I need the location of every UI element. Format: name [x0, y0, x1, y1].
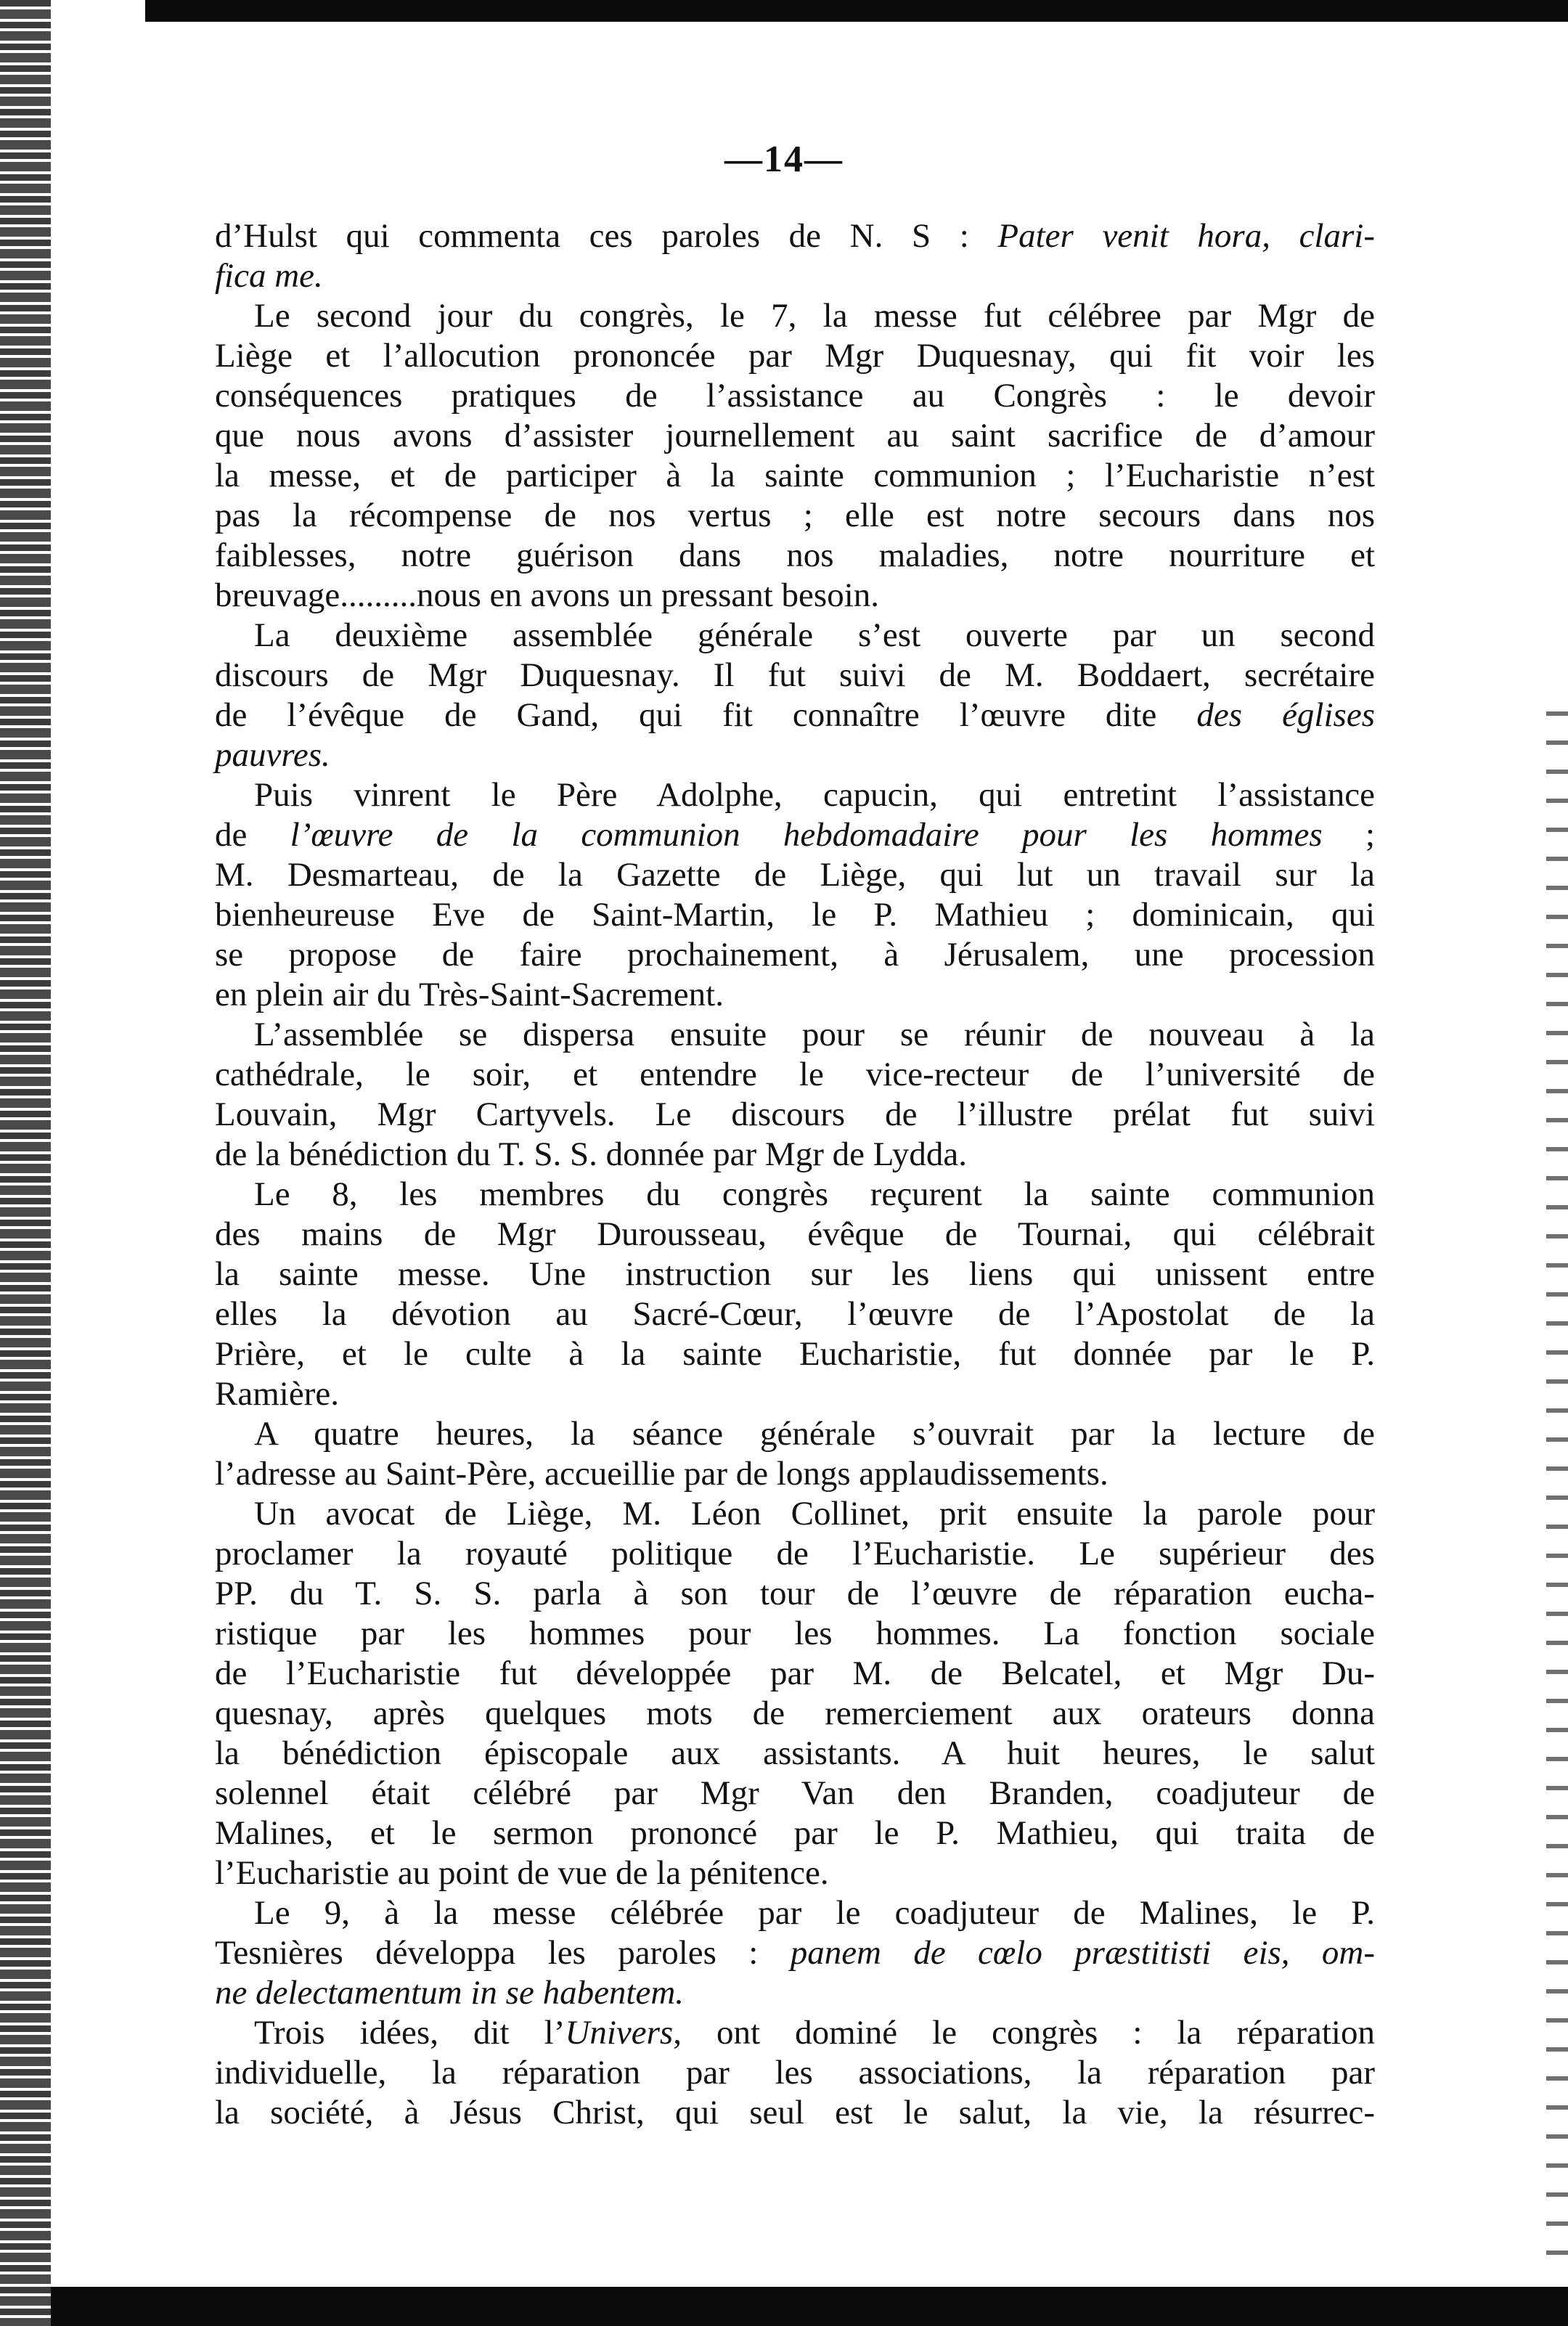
text-line [215, 1454, 1375, 1494]
text-line [215, 1694, 1375, 1734]
body-text [215, 216, 1375, 2133]
line-text: M. Desmarteau, de la Gazette de Liège, qui lut un travail sur la [215, 856, 1375, 894]
text-line [215, 735, 1375, 775]
line-text: faiblesses, notre guérison dans nos maladies, notre nourriture et [215, 536, 1375, 574]
text-line [215, 656, 1375, 695]
text-line [215, 975, 1375, 1015]
text-line [215, 416, 1375, 456]
line-italic-text: panem de cœlo præstitisti eis, om- [790, 1934, 1375, 1972]
line-text: Tesnières développa les paroles : [215, 1934, 791, 1972]
line-text: conséquences pratiques de l’assistance au Congrès : le devoir [215, 377, 1375, 415]
line-italic-text: l’œuvre de la communion hebdomadaire pour les hommes [290, 816, 1323, 854]
line-text: de la bénédiction du T. S. S. donnée par Mgr de Lydda. [215, 1135, 967, 1173]
line-italic-text: pauvres. [215, 736, 330, 774]
text-line [215, 456, 1375, 496]
text-line [215, 1973, 1375, 2013]
text-line [215, 376, 1375, 416]
text-line [215, 1774, 1375, 1813]
text-line [215, 855, 1375, 895]
text-line [215, 1095, 1375, 1135]
text-line [215, 1055, 1375, 1095]
text-line [215, 1614, 1375, 1654]
line-text: d’Hulst qui commenta ces paroles de N. S : [215, 217, 998, 255]
line-text: ristique par les hommes pour les hommes. La fonction sociale [215, 1615, 1375, 1652]
text-line [215, 1294, 1375, 1334]
text-line [215, 1175, 1375, 1215]
text-line [215, 1534, 1375, 1574]
text-line [215, 1933, 1375, 1973]
line-italic-text: fica me. [215, 257, 323, 295]
text-line [215, 815, 1375, 855]
line-text: proclamer la royauté politique de l’Eucharistie. Le supérieur des [215, 1535, 1375, 1572]
line-text: Le 8, les membres du congrès reçurent la sainte communion [254, 1175, 1375, 1213]
line-text: l’adresse au Saint-Père, accueillie par de longs applaudissements. [215, 1455, 1108, 1493]
line-text: Louvain, Mgr Cartyvels. Le discours de l’illustre prélat fut suivi [215, 1095, 1375, 1133]
line-text: Trois idées, dit l’ [254, 2014, 565, 2052]
page-number: —14— [724, 139, 844, 180]
text-line [215, 1813, 1375, 1853]
line-italic-text: des églises [1196, 696, 1375, 734]
line-italic-text: Pater venit hora, clari- [997, 217, 1375, 255]
line-text: elles la dévotion au Sacré-Cœur, l’œuvre de l’Apostolat de la [215, 1295, 1375, 1333]
text-line [215, 616, 1375, 656]
line-text: individuelle, la réparation par les associations, la réparation par [215, 2054, 1375, 2092]
text-line [215, 2013, 1375, 2053]
line-tail-text: , ont dominé le congrès : la réparation [673, 2014, 1375, 2052]
line-text: l’Eucharistie au point de vue de la pénitence. [215, 1854, 829, 1892]
line-text: discours de Mgr Duquesnay. Il fut suivi de M. Boddaert, secrétaire [215, 656, 1375, 694]
line-text: bienheureuse Eve de Saint-Martin, le P. Mathieu ; dominicain, qui [215, 896, 1375, 934]
line-text: L’assemblée se dispersa ensuite pour se réunir de nouveau à la [254, 1016, 1375, 1053]
text-line [215, 536, 1375, 576]
line-text: Prière, et le culte à la sainte Eucharistie, fut donnée par le P. [215, 1335, 1375, 1373]
text-line [215, 895, 1375, 935]
line-text: A quatre heures, la séance générale s’ouvrait par la lecture de [254, 1415, 1375, 1453]
text-line [215, 256, 1375, 296]
line-text: breuvage.........nous en avons un pressant besoin. [215, 576, 880, 614]
line-text: Le second jour du congrès, le 7, la messe fut célébree par Mgr de [254, 297, 1375, 335]
scan-binding-edge [0, 0, 51, 2326]
line-tail-text: ; [1322, 816, 1375, 854]
line-text: la sainte messe. Une instruction sur les liens qui unissent entre [215, 1255, 1375, 1293]
text-line [215, 216, 1375, 256]
text-line [215, 1254, 1375, 1294]
scan-bottom-border [51, 2287, 1568, 2326]
text-line [215, 296, 1375, 336]
text-line [215, 1654, 1375, 1694]
text-line [215, 1574, 1375, 1614]
text-line [215, 1734, 1375, 1774]
line-text: solennel était célébré par Mgr Van den Branden, coadjuteur de [215, 1774, 1375, 1812]
line-text: Malines, et le sermon prononcé par le P. Mathieu, qui traita de [215, 1814, 1375, 1852]
text-line [215, 1494, 1375, 1534]
line-text: de l’Eucharistie fut développée par M. de Belcatel, et Mgr Du- [215, 1654, 1375, 1692]
line-italic-text: ne delectamentum in se habentem. [215, 1974, 685, 2012]
text-line [215, 775, 1375, 815]
line-text: des mains de Mgr Durousseau, évêque de Tournai, qui célébrait [215, 1215, 1375, 1253]
line-italic-text: Univers [565, 2014, 674, 2052]
line-text: que nous avons d’assister journellement au saint sacrifice de d’amour [215, 417, 1375, 454]
text-line [215, 1215, 1375, 1254]
text-line [215, 1135, 1375, 1175]
scan-right-edge [1546, 711, 1568, 2280]
text-line [215, 496, 1375, 536]
text-line [215, 1853, 1375, 1893]
line-text: en plein air du Très-Saint-Sacrement. [215, 976, 724, 1013]
text-line [215, 695, 1375, 735]
line-text: quesnay, après quelques mots de remerciement aux orateurs donna [215, 1694, 1375, 1732]
line-text: Liège et l’allocution prononcée par Mgr Duquesnay, qui fit voir les [215, 337, 1375, 375]
line-text: Un avocat de Liège, M. Léon Collinet, prit ensuite la parole pour [254, 1495, 1375, 1533]
text-line [215, 2053, 1375, 2093]
line-text: La deuxième assemblée générale s’est ouverte par un second [254, 616, 1375, 654]
line-text: Ramière. [215, 1375, 339, 1413]
text-line [215, 2093, 1375, 2133]
text-line [215, 1893, 1375, 1933]
line-text: de l’évêque de Gand, qui fit connaître l’œuvre dite [215, 696, 1197, 734]
line-text: PP. du T. S. S. parla à son tour de l’œuvre de réparation eucha- [215, 1575, 1375, 1612]
text-line [215, 1374, 1375, 1414]
text-line [215, 576, 1375, 616]
line-text: cathédrale, le soir, et entendre le vice-recteur de l’université de [215, 1056, 1375, 1093]
scan-top-border [145, 0, 1568, 22]
line-text: la messe, et de participer à la sainte communion ; l’Eucharistie n’est [215, 457, 1375, 494]
line-text: se propose de faire prochainement, à Jérusalem, une procession [215, 936, 1375, 974]
line-text: la bénédiction épiscopale aux assistants. A huit heures, le salut [215, 1734, 1375, 1772]
text-line [215, 336, 1375, 376]
text-line [215, 1414, 1375, 1454]
line-text: Puis vinrent le Père Adolphe, capucin, qui entretint l’assistance [254, 776, 1375, 814]
text-line [215, 935, 1375, 975]
text-line [215, 1015, 1375, 1055]
line-text: pas la récompense de nos vertus ; elle est notre secours dans nos [215, 497, 1375, 534]
text-line [215, 1334, 1375, 1374]
line-text: la société, à Jésus Christ, qui seul est le salut, la vie, la résurrec- [215, 2094, 1375, 2131]
line-text: de [215, 816, 290, 854]
line-text: Le 9, à la messe célébrée par le coadjuteur de Malines, le P. [254, 1894, 1375, 1932]
